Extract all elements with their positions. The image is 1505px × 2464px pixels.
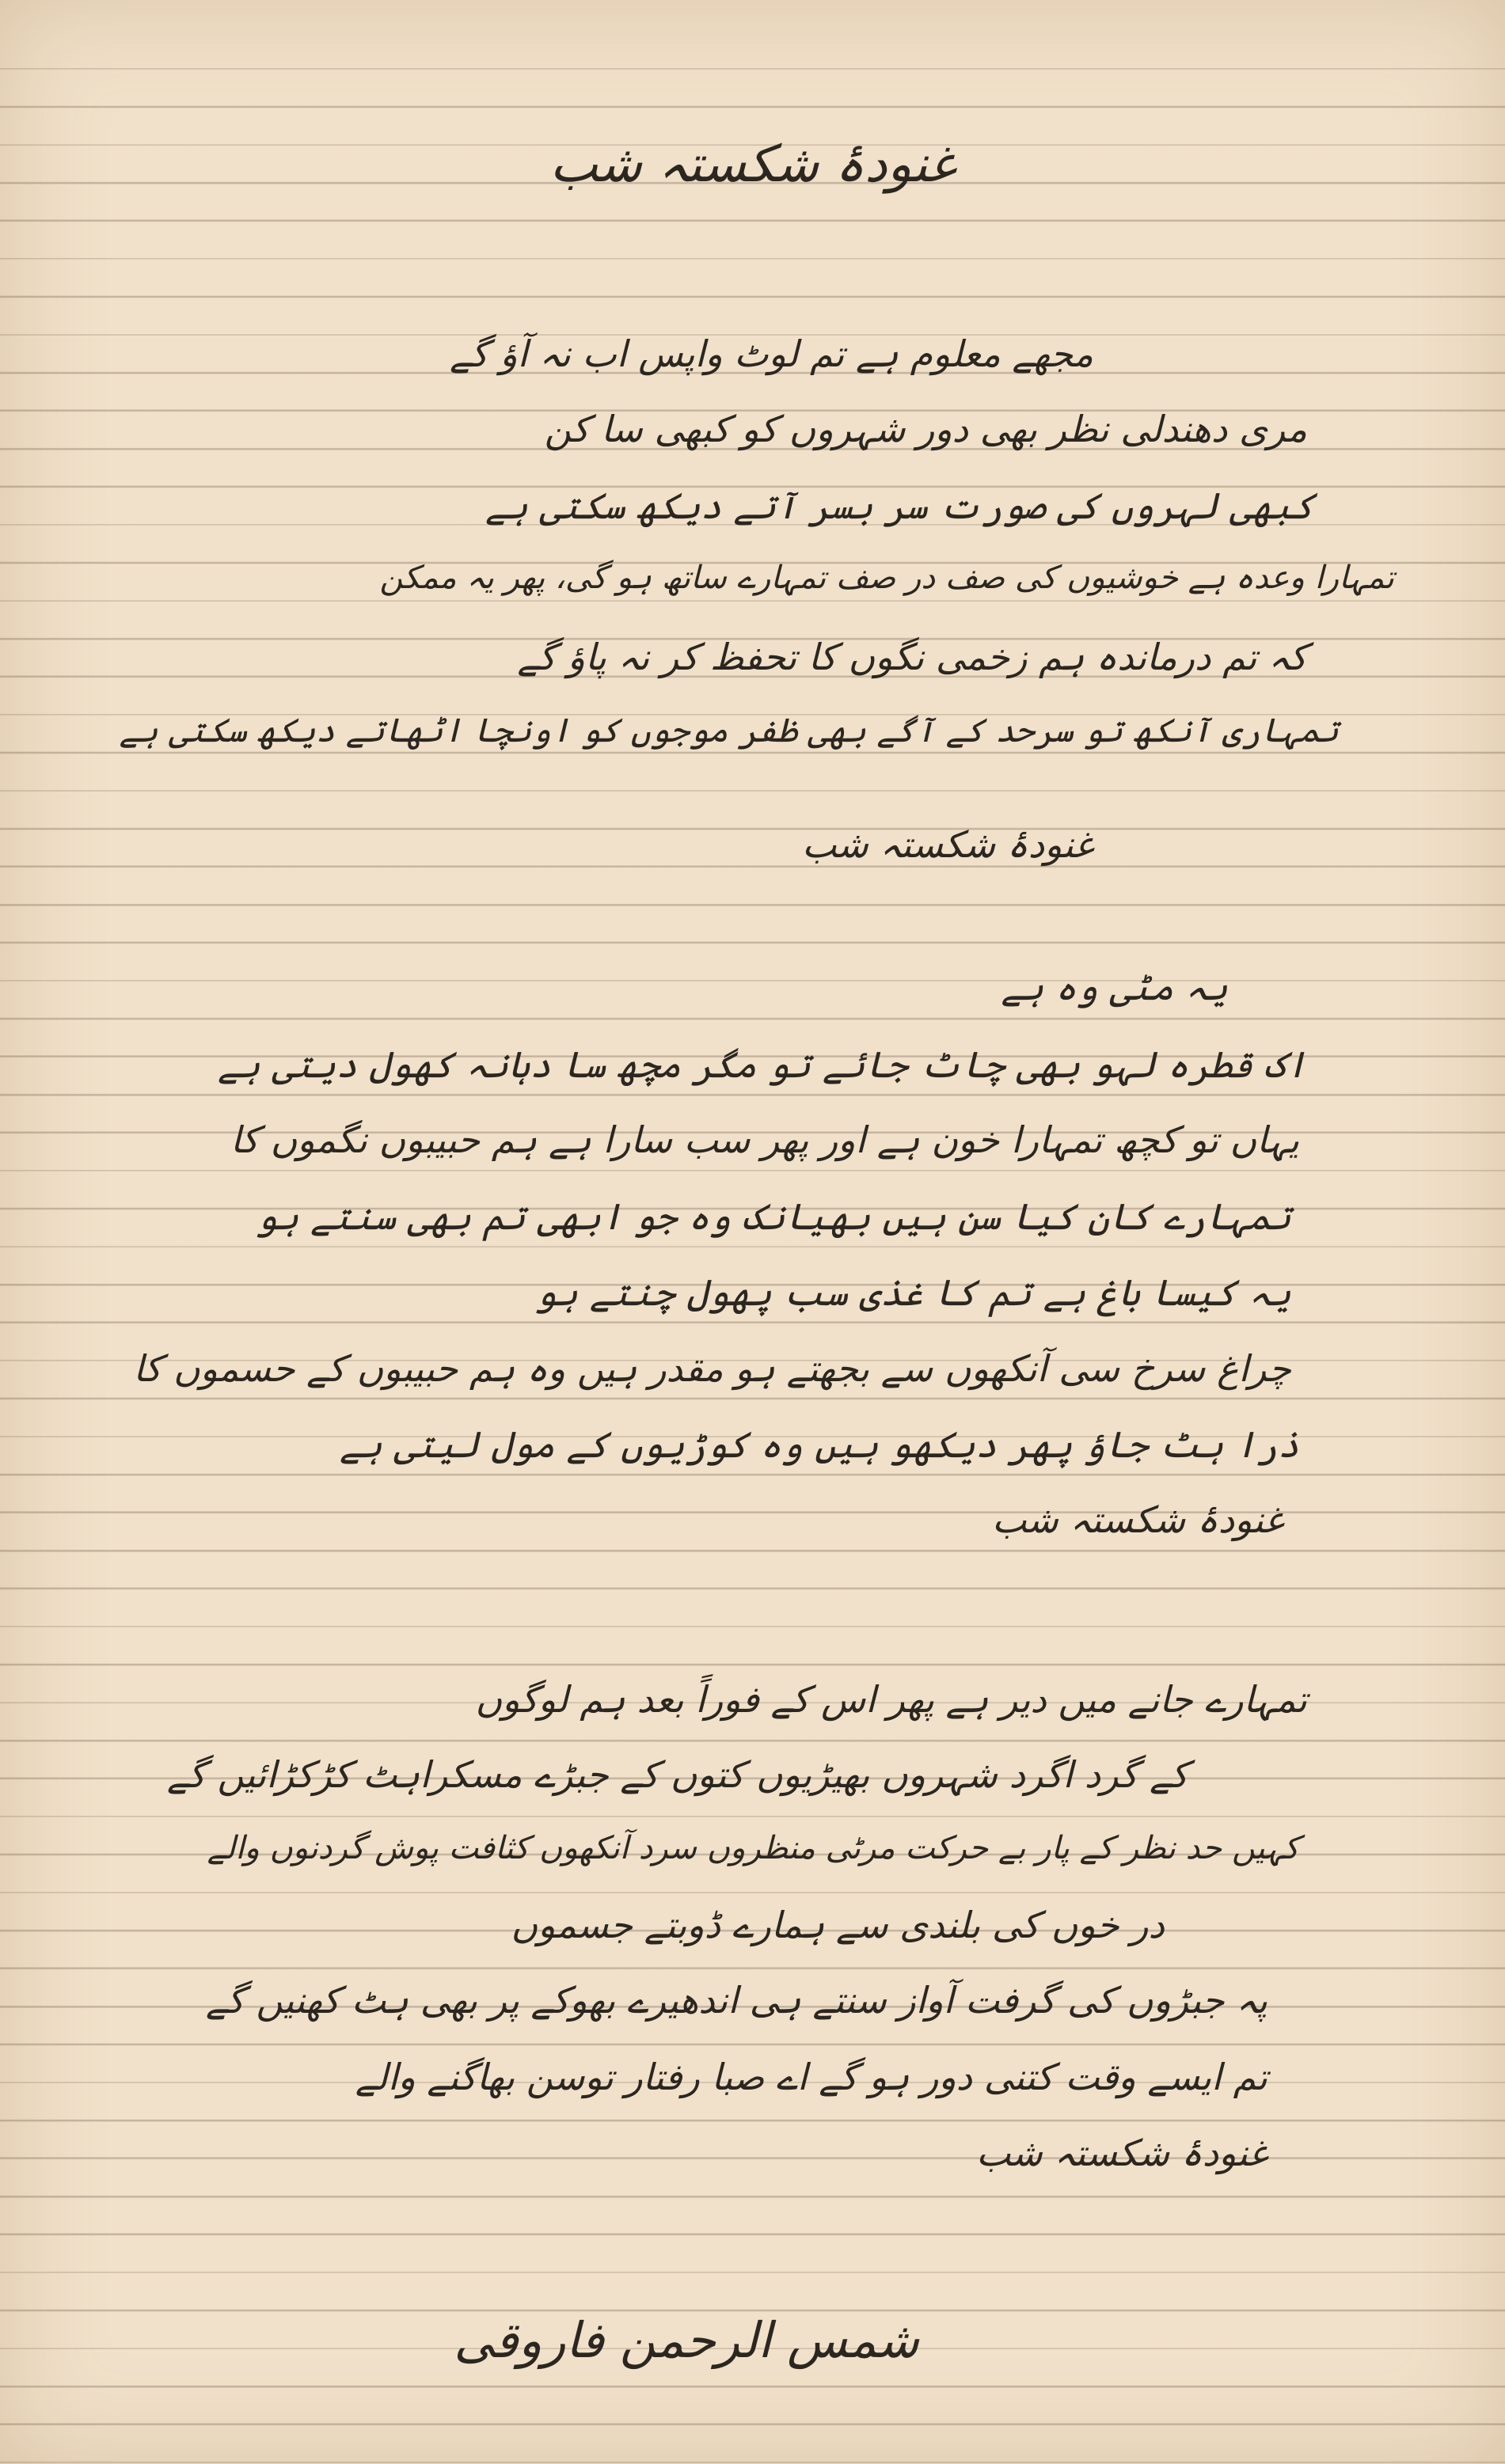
stanza-3-line-2: کے گرد اگرد شہروں بھیڑیوں کتوں کے جبڑے مسکراہٹ کڑکڑائیں گے [167,1753,1188,1796]
stanza-3-line-3: کہیں حد نظر کے پار بے حرکت مرٹی منظروں سرد آنکھوں کثافت پوش گردنوں والے [207,1830,1299,1866]
stanza-3-line-5: پہ جبڑوں کی گرفت آواز سنتے ہی اندھیرے بھوکے پر بھی ہٹ کھنیں گے [206,1979,1267,2022]
stanza-3-line-4: در خوں کی بلندی سے ہمارے ڈوبتے جسموں [511,1904,1165,1946]
stanza-2-line-6: چراغ سرخ سی آنکھوں سے بجھتے ہو مقدر ہیں وہ ہم حبیبوں کے حسموں کا [133,1347,1291,1390]
stanza-1-line-1: مجھے معلوم ہے تم لوٹ واپس اب نہ آؤ گے [450,332,1093,375]
stanza-2-line-2: اک قطرہ لہو بھی چاٹ جائے تو مگر مچھ سا دہانہ کھول دیتی ہے [217,1043,1307,1086]
stanza-1-line-4: تمہارا وعدہ ہے خوشیوں کی صف در صف تمہارے ساتھ ہو گی، پھر یہ ممکن [379,560,1394,596]
poet-signature: شمس الرحمن فاروقی [454,2311,919,2369]
stanza-3-line-1: تمہارے جانے میں دیر ہے پھر اس کے فوراً بعد ہم لوگوں [475,1678,1307,1721]
stanza-3-refrain: غنودۂ شکستہ شب [976,2132,1267,2174]
poem-title: غنودۂ شکستہ شب [549,135,956,194]
stanza-2-line-3: یہاں تو کچھ تمہارا خون ہے اور پھر سب سارا ہے ہم حبیبوں نگموں کا [230,1118,1299,1161]
stanza-1-line-2: مری دھندلی نظر بھی دور شہروں کو کبھی سا کن [544,408,1307,450]
stanza-2-line-5: یہ کیسا باغ ہے تم کا غذی سب پھول چنتے ہو [535,1271,1291,1314]
stanza-2-line-4: تمہارے کان کیا سن ہیں بھیانک وہ جو ابھی تم بھی سنتے ہو [256,1195,1291,1238]
stanza-1-refrain: غنودۂ شکستہ شب [802,823,1093,866]
stanza-1-line-5: کہ تم درماندہ ہم زخمی نگوں کا تحفظ کر نہ پاؤ گے [517,636,1307,678]
stanza-2-line-7: ذرا ہٹ جاؤ پھر دیکھو ہیں وہ کوڑیوں کے مول لیتی ہے [339,1423,1299,1466]
stanza-2-line-1: یہ مٹی وہ ہے [1001,966,1228,1008]
stanza-3-line-6: تم ایسے وقت کتنی دور ہو گے اے صبا رفتار توسن بھاگنے والے [355,2056,1267,2098]
stanza-2-refrain: غنودۂ شکستہ شب [992,1498,1283,1541]
stanza-1-line-3: کبھی لہروں کی صورت سر بسر آتے دیکھ سکتی ہے [485,484,1315,527]
stanza-1-line-6: تمہاری آنکھ تو سرحد کے آگے بھی ظفر موجوں کو اونچا اٹھاتے دیکھ سکتی ہے [119,711,1339,750]
